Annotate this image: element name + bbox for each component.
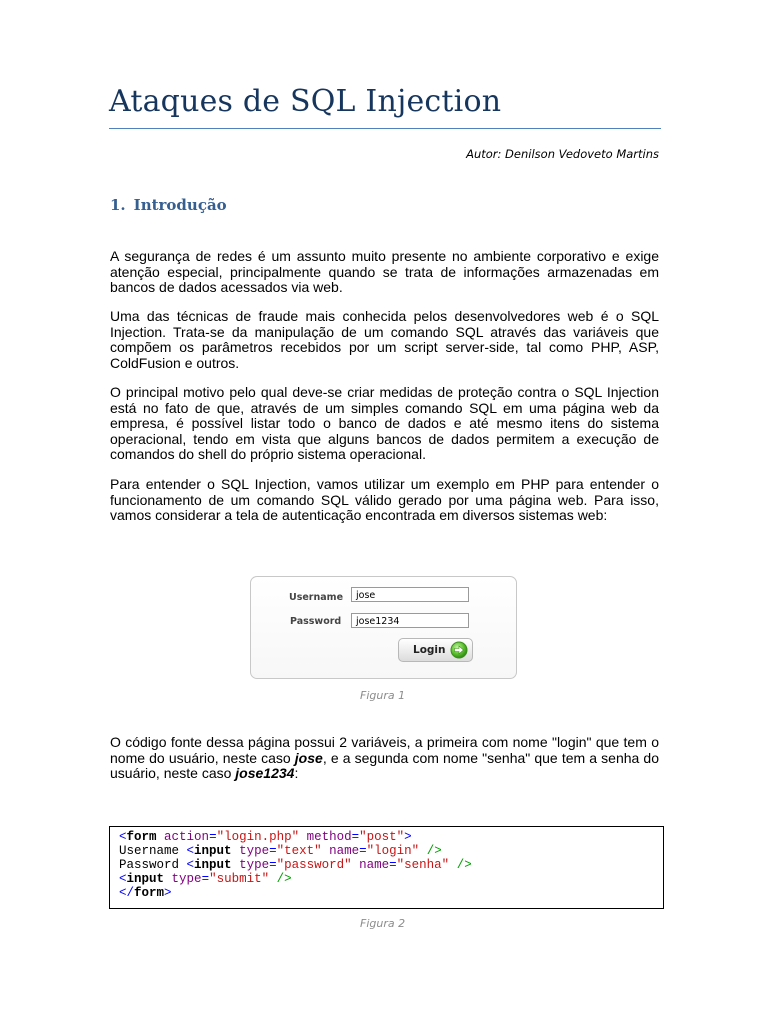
username-label: Username <box>289 592 344 603</box>
section-number: 1. <box>110 196 126 214</box>
code-line-1: <form action="login.php" method="post"> <box>119 830 412 844</box>
paragraph-5-emph-login: jose <box>294 749 323 766</box>
section-title: Introdução <box>133 196 227 214</box>
figure-2-caption: Figura 2 <box>360 917 406 930</box>
paragraph-2: Uma das técnicas de fraude mais conhecida pelos desenvolvedores web é o SQL Injection. Trata-se da manipulação de um comando SQL através das variáveis que compõem os parâmetros recebidos por um script server-side, tal como PHP, ASP, ColdFusion e outros. <box>110 308 659 371</box>
code-line-3: Password <input type="password" name="senha" /> <box>119 858 472 872</box>
document-title: Ataques de SQL Injection <box>109 84 502 119</box>
figure-1-caption: Figura 1 <box>360 689 406 702</box>
paragraph-3: O principal motivo pelo qual deve-se criar medidas de proteção contra o SQL Injection está no fato de que, através de um simples comando SQL em uma página web da empresa, é possível listar todo o banco de dados e até mesmo itens do sistema operacional, tendo em vista que alguns bancos de dados permitem a execução de comandos do shell do próprio sistema operacional. <box>110 384 659 463</box>
paragraph-5-text-a: O código fonte dessa página possui 2 variáveis, a primeira com nome "login" que tem o nome do usuário, neste caso <box>110 734 659 766</box>
code-line-5: </form> <box>119 886 172 900</box>
author-line: Autor: Denilson Vedoveto Martins <box>466 147 659 161</box>
arrow-right-circle-icon <box>450 641 468 659</box>
username-input[interactable]: jose <box>351 587 469 602</box>
paragraph-5-text-c: : <box>294 765 299 782</box>
title-underline <box>109 128 661 129</box>
password-label: Password <box>290 616 342 627</box>
paragraph-5-text-b: , e a segunda com nome "senha" que tem a senha do usuário, neste caso <box>110 749 659 782</box>
paragraph-5 <box>110 735 659 782</box>
paragraph-1: A segurança de redes é um assunto muito presente no ambiente corporativo e exige atenção especial, principalmente quando se trata de informações armazenadas em bancos de dados acessados via web. <box>110 248 659 296</box>
login-button-label: Login <box>413 644 446 656</box>
paragraph-5-emph-password: jose1234 <box>235 765 295 782</box>
paragraph-4: Para entender o SQL Injection, vamos utilizar um exemplo em PHP para entender o funcionamento de um comando SQL válido gerado por uma página web. Para isso, vamos considerar a tela de autenticação encontrada em diversos sistemas web: <box>110 476 659 524</box>
password-input[interactable]: jose1234 <box>351 613 469 628</box>
code-block <box>109 826 664 909</box>
section-heading <box>110 196 227 214</box>
login-form-figure <box>250 576 517 679</box>
code-line-2: Username <input type="text" name="login" /> <box>119 844 442 858</box>
code-line-4: <input type="submit" /> <box>119 872 292 886</box>
login-button[interactable] <box>398 638 473 662</box>
